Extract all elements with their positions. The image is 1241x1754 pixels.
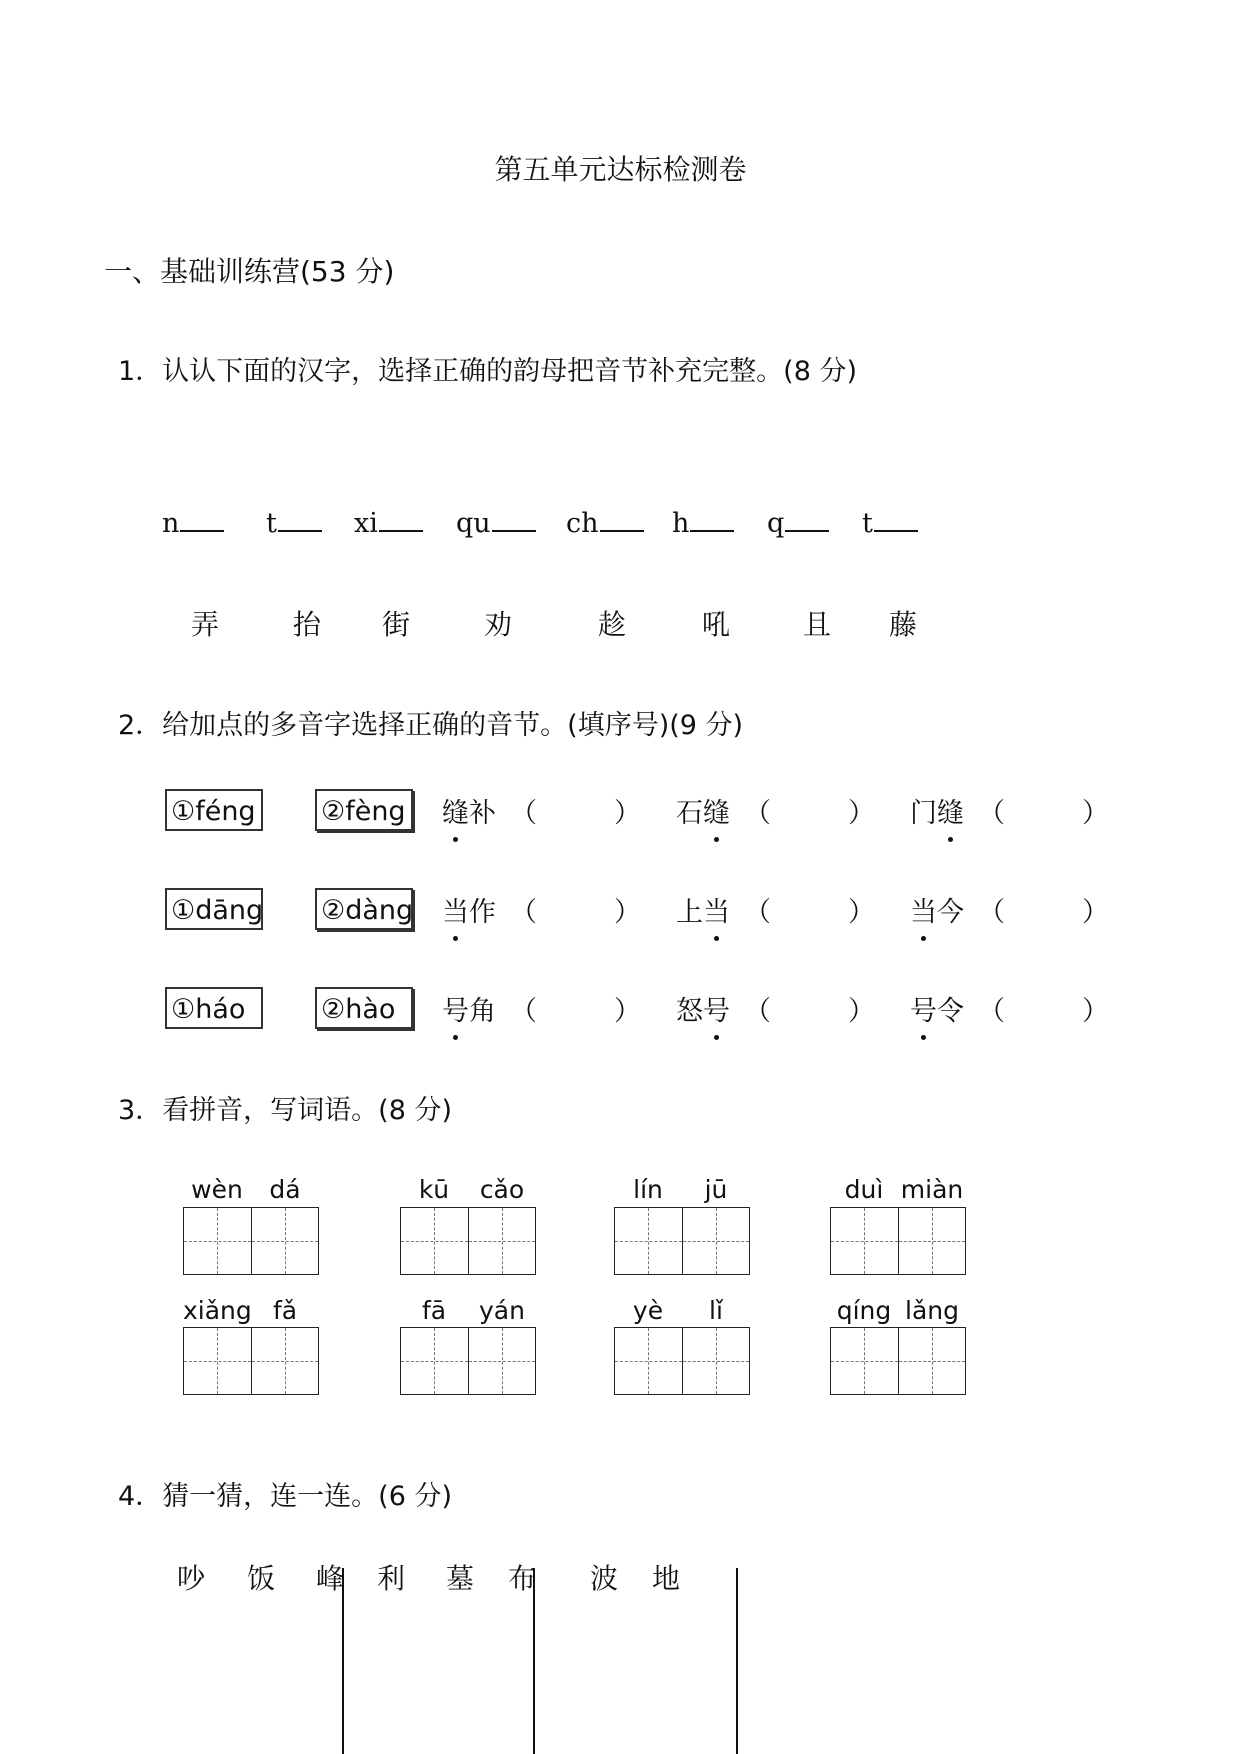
question-4-title: 4．猜一猜，连一连。(6 分) [118, 1481, 453, 1512]
answer-paren-close: ） [614, 798, 641, 829]
polyphone-word [442, 890, 496, 929]
answer-slot[interactable] [776, 989, 856, 1025]
word-char: 号 [703, 989, 730, 1028]
match-character[interactable]: 峰 [316, 1562, 345, 1595]
answer-paren-close: ） [848, 897, 875, 928]
answer-slot[interactable] [542, 890, 622, 926]
question-1-title: 1．认认下面的汉字，选择正确的韵母把音节补充完整。(8 分) [118, 356, 858, 387]
match-character[interactable]: 利 [377, 1562, 406, 1595]
word-char: 当 [442, 890, 469, 929]
word-char: 石 [676, 798, 703, 829]
answer-paren-close: ） [614, 996, 641, 1027]
word-char: 上 [676, 897, 703, 928]
answer-slot[interactable] [1010, 989, 1090, 1025]
syllable-blank [862, 508, 918, 539]
answer-line[interactable] [690, 508, 734, 532]
character: 劝 [484, 608, 513, 641]
writing-grid [400, 1207, 536, 1275]
pinyin-option-1: ①féng [165, 789, 263, 831]
writing-cell[interactable] [615, 1328, 682, 1394]
syllable-initial: t [266, 508, 277, 539]
answer-slot[interactable] [542, 791, 622, 827]
pinyin-syllable: yán [479, 1296, 525, 1325]
writing-cell[interactable] [184, 1208, 251, 1274]
syllable-blank [456, 508, 536, 539]
pinyin-syllable: kū [418, 1175, 450, 1204]
pinyin-syllable: dá [269, 1175, 301, 1204]
word-char: 令 [937, 996, 964, 1027]
syllable-blank [566, 508, 644, 539]
polyphone-word [910, 791, 964, 830]
syllable-initial: ch [566, 508, 599, 539]
writing-grid [830, 1207, 966, 1275]
syllable-blank [162, 508, 224, 539]
answer-paren-close: ） [848, 996, 875, 1027]
answer-line[interactable] [379, 508, 423, 532]
pinyin-syllable: duì [844, 1175, 884, 1204]
answer-line[interactable] [492, 508, 536, 532]
polyphone-word [442, 791, 496, 830]
word-char: 号 [910, 989, 937, 1028]
writing-grid [614, 1207, 750, 1275]
answer-line[interactable] [180, 508, 224, 532]
writing-cell[interactable] [468, 1208, 536, 1274]
syllable-blank [354, 508, 423, 539]
pinyin-syllable: qíng [836, 1296, 892, 1325]
pinyin-option-2: ②dàng [315, 888, 413, 930]
polyphone-word [676, 791, 730, 830]
writing-grid [183, 1327, 319, 1395]
writing-grid [830, 1327, 966, 1395]
writing-cell[interactable] [831, 1328, 898, 1394]
answer-paren-open: （ [510, 996, 537, 1027]
word-char: 缝 [703, 791, 730, 830]
word-char: 补 [469, 798, 496, 829]
syllable-initial: n [162, 508, 180, 539]
document-title: 第五单元达标检测卷 [494, 153, 747, 186]
writing-cell[interactable] [682, 1208, 750, 1274]
pinyin-syllable: yè [632, 1296, 664, 1325]
answer-paren-close: ） [614, 897, 641, 928]
writing-cell[interactable] [401, 1328, 468, 1394]
match-character[interactable]: 饭 [247, 1562, 276, 1595]
question-3-title: 3．看拼音，写词语。(8 分) [118, 1095, 453, 1126]
writing-cell[interactable] [184, 1328, 251, 1394]
pinyin-syllable: fā [421, 1296, 447, 1325]
writing-cell[interactable] [898, 1208, 966, 1274]
writing-cell[interactable] [831, 1208, 898, 1274]
match-character[interactable]: 地 [652, 1562, 681, 1595]
pinyin-syllable: wèn [191, 1175, 243, 1204]
answer-line[interactable] [874, 508, 918, 532]
answer-paren-open: （ [978, 996, 1005, 1027]
syllable-blank [767, 508, 829, 539]
answer-paren-close: ） [1082, 897, 1109, 928]
answer-paren-open: （ [510, 897, 537, 928]
word-char: 号 [442, 989, 469, 1028]
answer-paren-open: （ [744, 897, 771, 928]
word-char: 当 [703, 890, 730, 929]
polyphone-word [442, 989, 496, 1028]
pinyin-syllable: xiǎng [183, 1296, 252, 1325]
pinyin-syllable: lǐ [709, 1296, 723, 1325]
character: 抬 [293, 608, 322, 641]
answer-paren-open: （ [744, 798, 771, 829]
writing-cell[interactable] [251, 1328, 319, 1394]
writing-cell[interactable] [401, 1208, 468, 1274]
answer-paren-open: （ [978, 897, 1005, 928]
answer-paren-close: ） [848, 798, 875, 829]
connector-line [342, 1568, 344, 1754]
answer-slot[interactable] [542, 989, 622, 1025]
writing-grid [400, 1327, 536, 1395]
character: 趁 [598, 608, 627, 641]
word-char: 缝 [937, 791, 964, 830]
answer-line[interactable] [785, 508, 829, 532]
word-char: 缝 [442, 791, 469, 830]
answer-slot[interactable] [1010, 890, 1090, 926]
character: 街 [382, 608, 411, 641]
syllable-blank [672, 508, 734, 539]
pinyin-syllable: cǎo [479, 1175, 525, 1204]
writing-cell[interactable] [251, 1208, 319, 1274]
section-heading: 一、基础训练营(53 分) [104, 255, 395, 288]
writing-cell[interactable] [468, 1328, 536, 1394]
pinyin-syllable: lín [633, 1175, 663, 1204]
word-char: 怒 [676, 996, 703, 1027]
answer-paren-open: （ [978, 798, 1005, 829]
answer-line[interactable] [600, 508, 644, 532]
answer-slot[interactable] [776, 890, 856, 926]
syllable-blank [266, 508, 322, 539]
character: 藤 [889, 608, 918, 641]
answer-slot[interactable] [1010, 791, 1090, 827]
word-char: 作 [469, 897, 496, 928]
syllable-initial: qu [456, 508, 491, 539]
syllable-initial: h [672, 508, 690, 539]
syllable-initial: q [767, 508, 785, 539]
polyphone-word [910, 989, 964, 1028]
match-character[interactable]: 吵 [177, 1562, 206, 1595]
answer-line[interactable] [278, 508, 322, 532]
match-character[interactable]: 墓 [446, 1562, 475, 1595]
polyphone-word [676, 890, 730, 929]
word-char: 角 [469, 996, 496, 1027]
word-char: 当 [910, 890, 937, 929]
answer-slot[interactable] [776, 791, 856, 827]
writing-cell[interactable] [682, 1328, 750, 1394]
character: 弄 [191, 608, 220, 641]
word-char: 门 [910, 798, 937, 829]
pinyin-syllable: jū [704, 1175, 728, 1204]
pinyin-syllable: fǎ [272, 1296, 298, 1325]
pinyin-option-1: ①dāng [165, 888, 263, 930]
answer-paren-open: （ [510, 798, 537, 829]
polyphone-word [676, 989, 730, 1028]
answer-paren-open: （ [744, 996, 771, 1027]
syllable-initial: xi [354, 508, 378, 539]
pinyin-syllable: lǎng [905, 1296, 959, 1325]
writing-grid [614, 1327, 750, 1395]
question-2-title: 2．给加点的多音字选择正确的音节。(填序号)(9 分) [118, 710, 744, 741]
match-character[interactable]: 波 [590, 1562, 619, 1595]
connector-line [533, 1568, 535, 1754]
match-character[interactable]: 布 [508, 1562, 537, 1595]
pinyin-option-2: ②fèng [315, 789, 413, 831]
polyphone-word [910, 890, 964, 929]
connector-line [736, 1568, 738, 1754]
writing-cell[interactable] [615, 1208, 682, 1274]
pinyin-option-1: ①háo [165, 987, 263, 1029]
syllable-initial: t [862, 508, 873, 539]
answer-paren-close: ） [1082, 996, 1109, 1027]
character: 吼 [702, 608, 731, 641]
pinyin-option-2: ②hào [315, 987, 413, 1029]
answer-paren-close: ） [1082, 798, 1109, 829]
writing-cell[interactable] [898, 1328, 966, 1394]
character: 且 [803, 608, 832, 641]
word-char: 今 [937, 897, 964, 928]
pinyin-syllable: miàn [900, 1175, 964, 1204]
writing-grid [183, 1207, 319, 1275]
